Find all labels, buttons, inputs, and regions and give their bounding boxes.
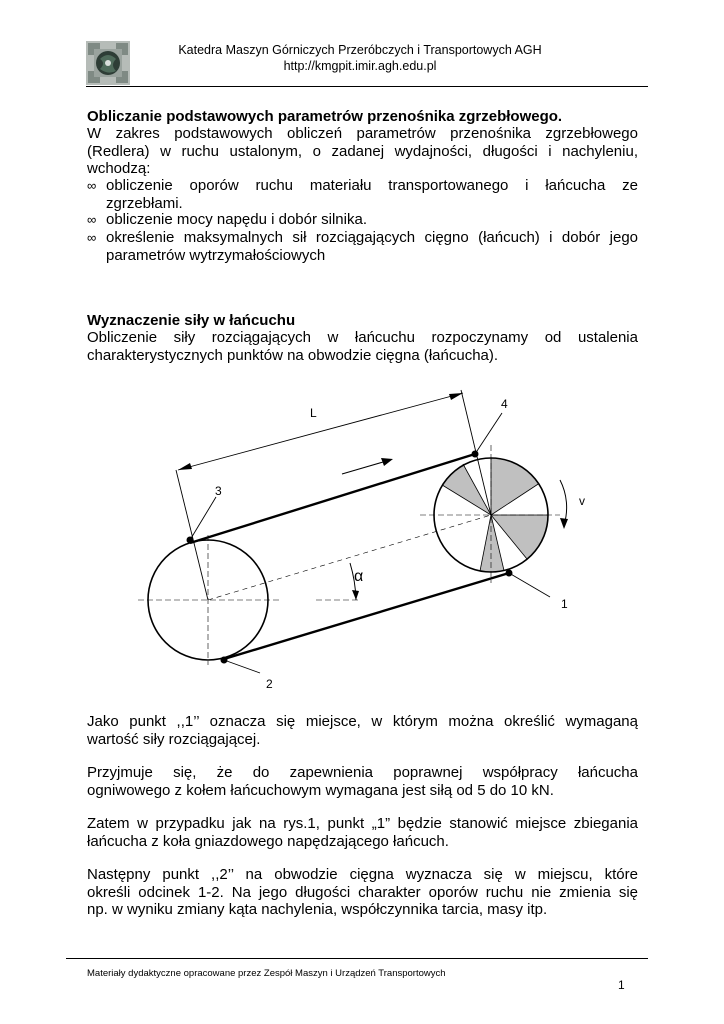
label-alpha: α <box>354 568 364 585</box>
rotation-arrow-icon <box>560 518 568 529</box>
label-point-3: 3 <box>215 484 222 498</box>
label-point-1: 1 <box>561 597 568 611</box>
bullet-symbol: ∞ <box>87 212 97 227</box>
bullet-symbol: ∞ <box>87 178 97 193</box>
section2-intro-line-1: Obliczenie siły rozciągających w łańcuchu rozpoczynamy od ustalenia <box>87 329 638 346</box>
bullet-item-resistance <box>87 177 638 212</box>
bullet-text-cont: parametrów wytrzymałościowych <box>106 246 326 264</box>
label-L: L <box>310 406 317 420</box>
conveyor-chain-diagram <box>120 385 600 695</box>
paragraph-1-line-1: Jako punkt ,,1’’ oznacza się miejsce, w którym można określić wymaganą <box>87 713 638 730</box>
section2-intro-line-2: charakterystycznych punktów na obwodzie cięgna (łańcucha). <box>87 346 499 364</box>
head-wheel-sector <box>491 458 539 515</box>
bullet-text: obliczenie oporów ruchu materiału transportowanego i łańcucha ze <box>106 177 638 194</box>
footer-divider <box>66 958 648 959</box>
length-dimension-line <box>178 393 463 470</box>
paragraph-4-line-2: określi odcinek 1-2. Na jego długości charakter oporów ruchu nie zmienia się <box>87 883 638 901</box>
paragraph-1-line-2: wartość siły rozciągającej. <box>87 730 261 748</box>
label-point-4: 4 <box>501 397 508 411</box>
intro-line-2: (Redlera) w ruchu ustalonym, o zadanej wydajności, długości i nachyleniu, <box>87 142 638 160</box>
intro-line-1: W zakres podstawowych obliczeń parametrów przenośnika zgrzebłowego <box>87 125 638 142</box>
bullet-text: określenie maksymalnych sił rozciągających cięgno (łańcuch) i dobór jego <box>106 229 638 246</box>
header-divider <box>86 86 648 87</box>
section-title-chain-force: Wyznaczenie siły w łańcuchu <box>87 312 296 329</box>
section-title-basic-parameters: Obliczanie podstawowych parametrów przenośnika zgrzebłowego. <box>87 108 563 125</box>
label-point-2: 2 <box>266 677 273 691</box>
page-number: 1 <box>618 978 625 992</box>
header-url: http://kmgpit.imir.agh.edu.pl <box>283 59 437 73</box>
intro-line-3: wchodzą: <box>87 160 151 177</box>
paragraph-2-line-1: Przyjmuje się, że do zapewnienia poprawnej współpracy łańcucha <box>87 764 638 781</box>
bullet-text-cont: zgrzebłami. <box>106 194 183 212</box>
header-department-name: Katedra Maszyn Górniczych Przeróbczych i Transportowych AGH <box>178 43 542 57</box>
footer-text: Materiały dydaktyczne opracowane przez Zespół Maszyn i Urządzeń Transportowych <box>87 968 446 979</box>
direction-arrow-icon <box>381 458 393 466</box>
bullet-symbol: ∞ <box>87 230 97 245</box>
label-v: v <box>579 494 585 508</box>
bullet-text: obliczenie mocy napędu i dobór silnika. <box>106 211 367 228</box>
paragraph-3-line-2: łańcucha z koła gniazdowego napędzającego łańcuch. <box>87 832 449 850</box>
upper-chain-strand <box>190 454 475 543</box>
bullet-item-power <box>87 211 638 229</box>
paragraph-3-line-1: Zatem w przypadku jak na rys.1, punkt „1” będzie stanowić miejsce zbiegania <box>87 815 638 832</box>
paragraph-4-line-3: np. w wyniku zmiany kąta nachylenia, współczynnika tarcia, masy itp. <box>87 901 548 918</box>
bullet-item-max-forces <box>87 229 638 264</box>
department-logo-icon <box>86 41 130 85</box>
paragraph-4-line-1: Następny punkt ,,2’’ na obwodzie cięgna wyznacza się w miejscu, które <box>87 866 638 883</box>
paragraph-2-line-2: ogniwowego z kołem łańcuchowym wymagana jest siłą od 5 do 10 kN. <box>87 781 554 799</box>
